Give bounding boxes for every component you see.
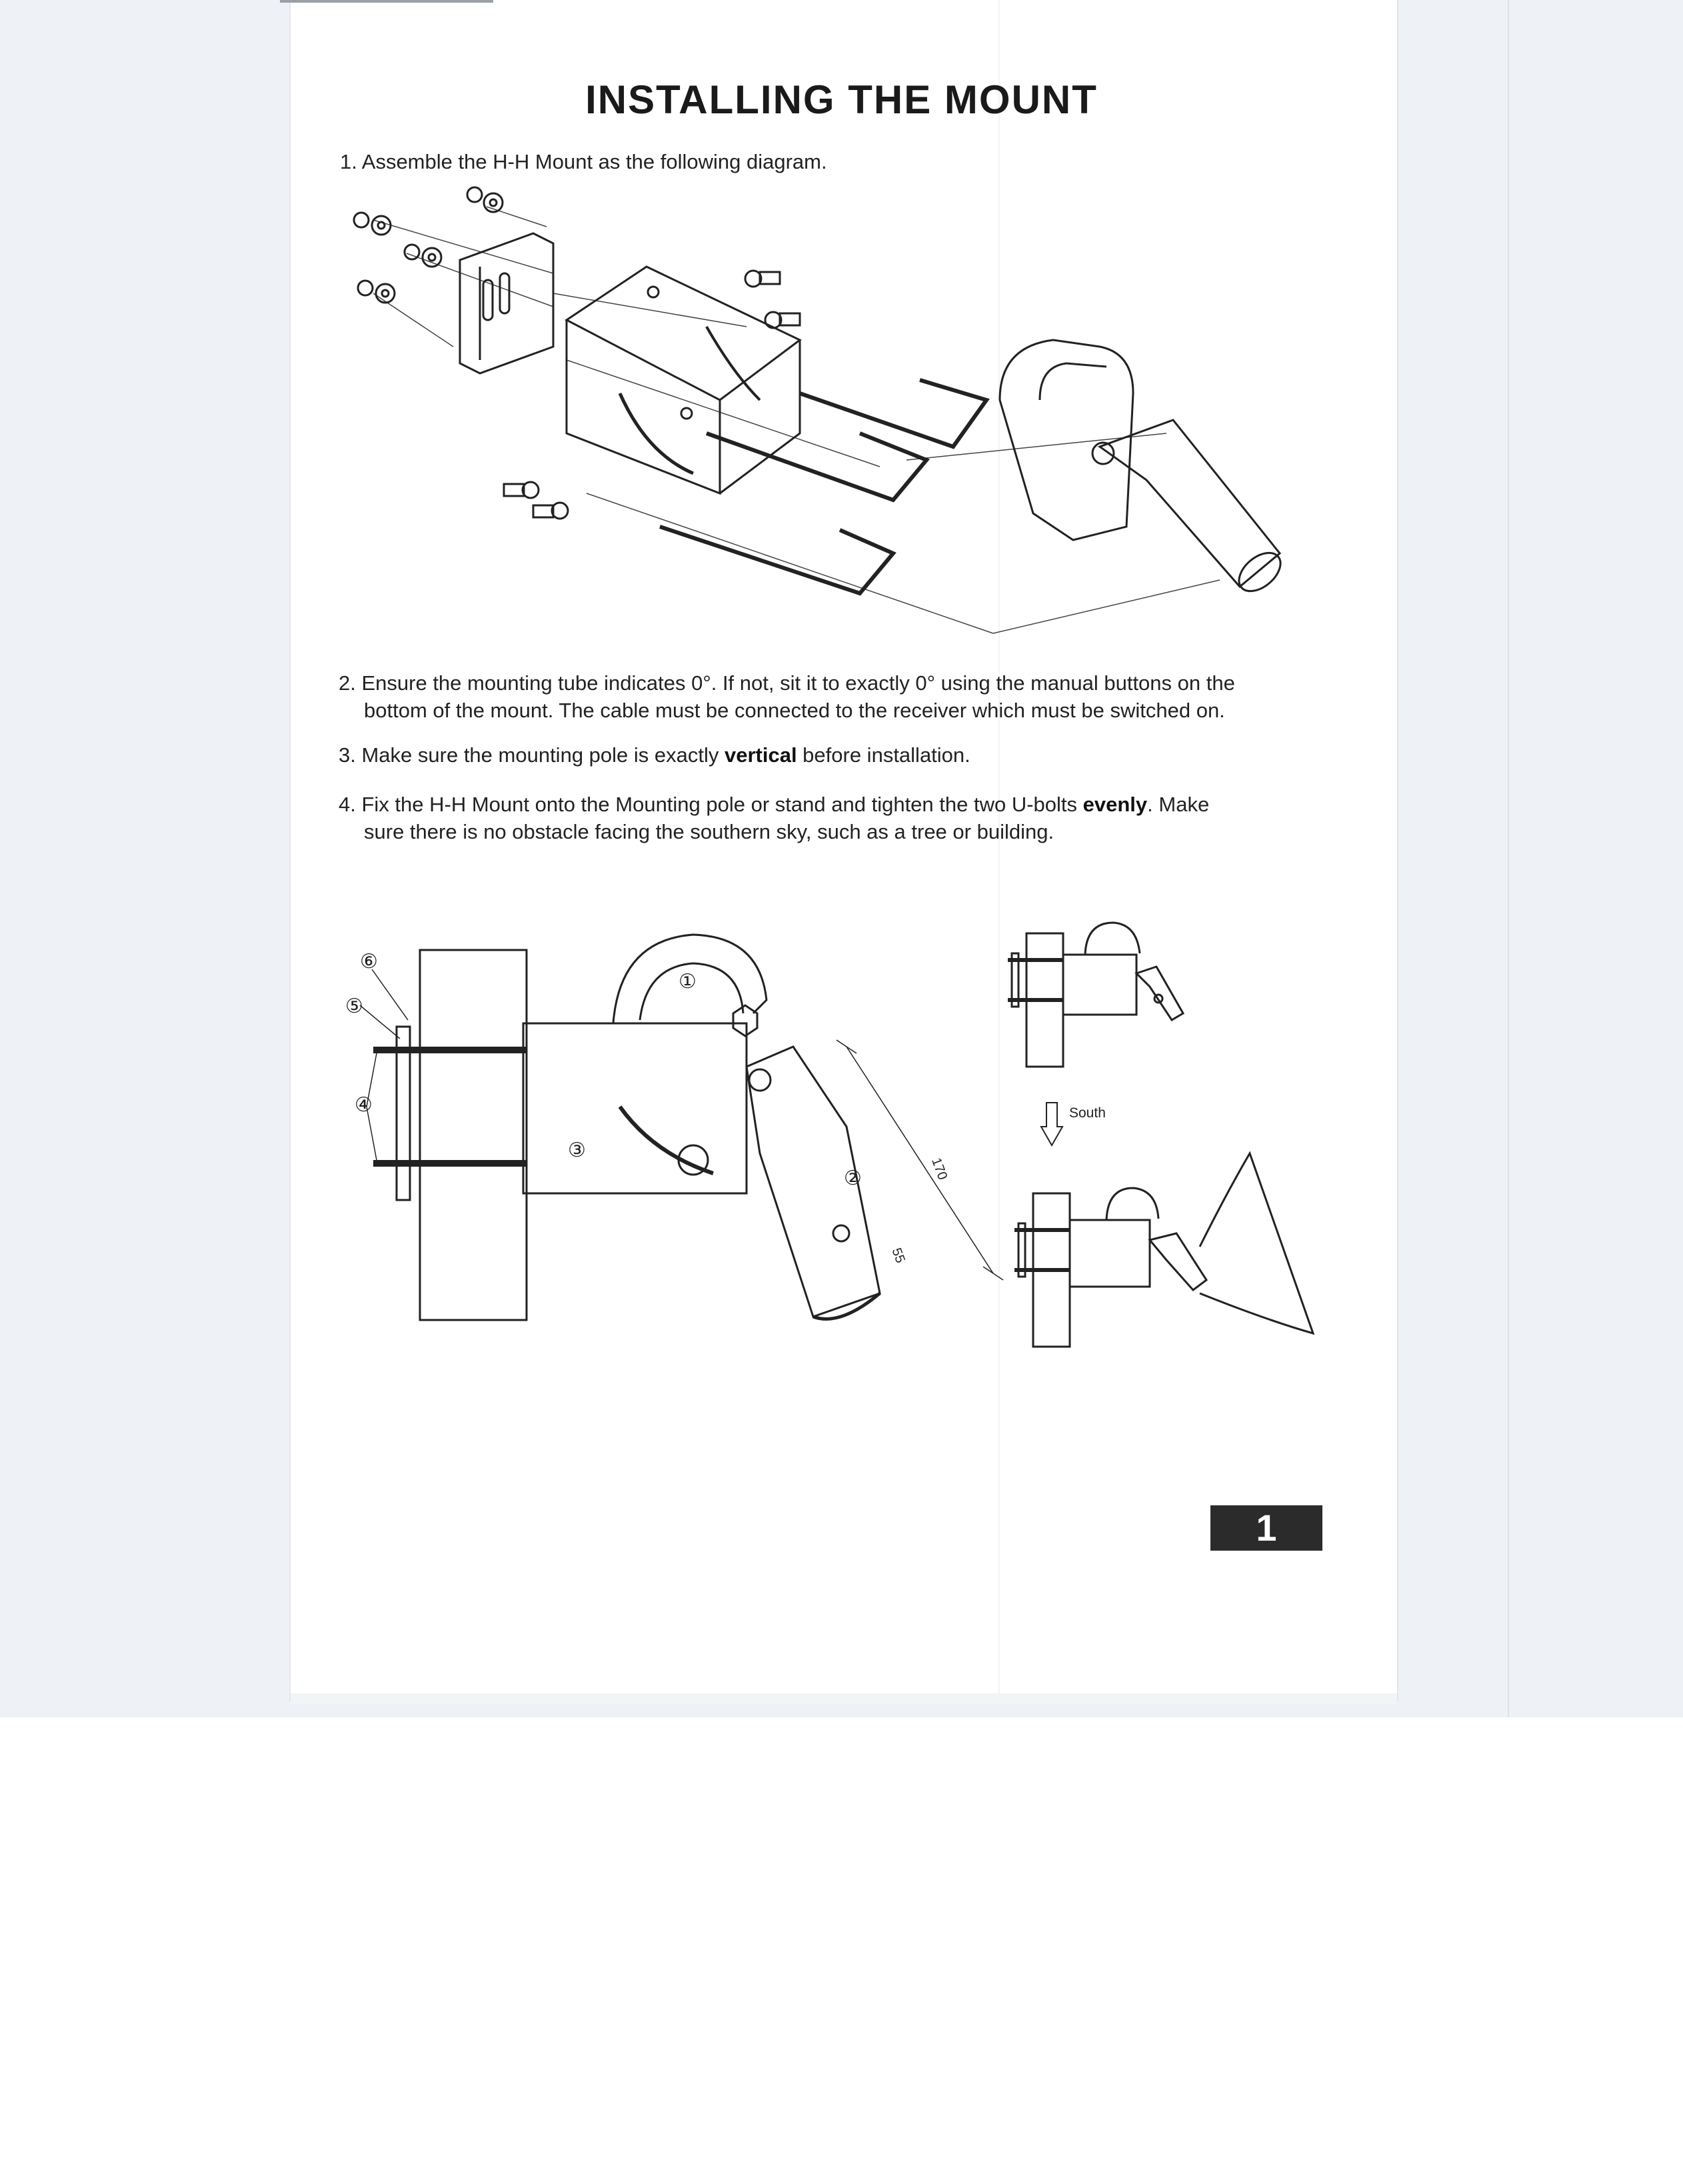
step-4-text-before: Fix the H-H Mount onto the Mounting pole or stand and tighten the two U-bolts: [361, 793, 1083, 816]
callout-5: ⑤: [345, 995, 363, 1017]
step-4-text-after: . Make: [1147, 793, 1210, 816]
step-4-number: 4.: [339, 793, 356, 816]
step-3-text-before: Make sure the mounting pole is exactly: [361, 743, 725, 767]
step-1-text: Assemble the H-H Mount as the following diagram.: [361, 150, 827, 173]
step-4: [339, 791, 1209, 845]
callout-3: ③: [568, 1139, 586, 1161]
callout-4: ④: [355, 1094, 373, 1116]
motor-head: [1000, 340, 1288, 599]
scanner-edge-line: [1508, 0, 1509, 1717]
callout-6: ⑥: [360, 951, 378, 973]
step-4-emphasis: evenly: [1082, 793, 1148, 816]
u-bolt-clamp: [373, 1027, 527, 1200]
step-2-line-1: Ensure the mounting tube indicates 0°. If not, sit it to exactly 0° using the manual buttons on the: [361, 671, 1235, 695]
step-3-number: 3.: [339, 743, 356, 767]
step-3-emphasis: vertical: [724, 743, 797, 767]
step-3-text-after: before installation.: [797, 743, 970, 767]
callout-2: ②: [844, 1167, 862, 1189]
dimension-length: 170: [928, 1155, 950, 1182]
page-number: 1: [1210, 1505, 1322, 1551]
step-4-line-2: sure there is no obstacle facing the southern sky, such as a tree or building.: [364, 820, 1054, 843]
u-bolts: [660, 380, 986, 593]
step-1-number: 1.: [340, 150, 357, 173]
mount-view-before: [1000, 920, 1213, 1087]
page-title: INSTALLING THE MOUNT: [585, 77, 1098, 122]
dimension-diameter: 55: [888, 1246, 908, 1265]
step-3: [339, 741, 970, 769]
assembly-guide-lines: [373, 207, 1220, 633]
page-bottom-edge: [291, 1693, 1397, 1704]
exploded-assembly-diagram: [333, 180, 1306, 647]
south-label: South: [1069, 1105, 1106, 1121]
side-installation-diagram: [333, 927, 1000, 1340]
step-1: [340, 148, 827, 175]
mount-view-with-dish: [1000, 1147, 1306, 1360]
dimension-lines: [837, 1040, 1003, 1280]
callout-1: ①: [679, 971, 697, 993]
scan-edge-mark: [280, 0, 493, 3]
mounting-pole: [420, 950, 527, 1320]
step-2-line-2: bottom of the mount. The cable must be connected to the receiver which must be switched on.: [364, 699, 1225, 722]
callout-leaders: [360, 969, 408, 1160]
south-arrow-icon: [1038, 1101, 1065, 1148]
mount-housing: [523, 935, 771, 1193]
clamp-bracket: [460, 233, 553, 373]
mount-body: [567, 267, 800, 493]
step-2: [339, 669, 1235, 724]
step-2-number: 2.: [339, 671, 356, 695]
